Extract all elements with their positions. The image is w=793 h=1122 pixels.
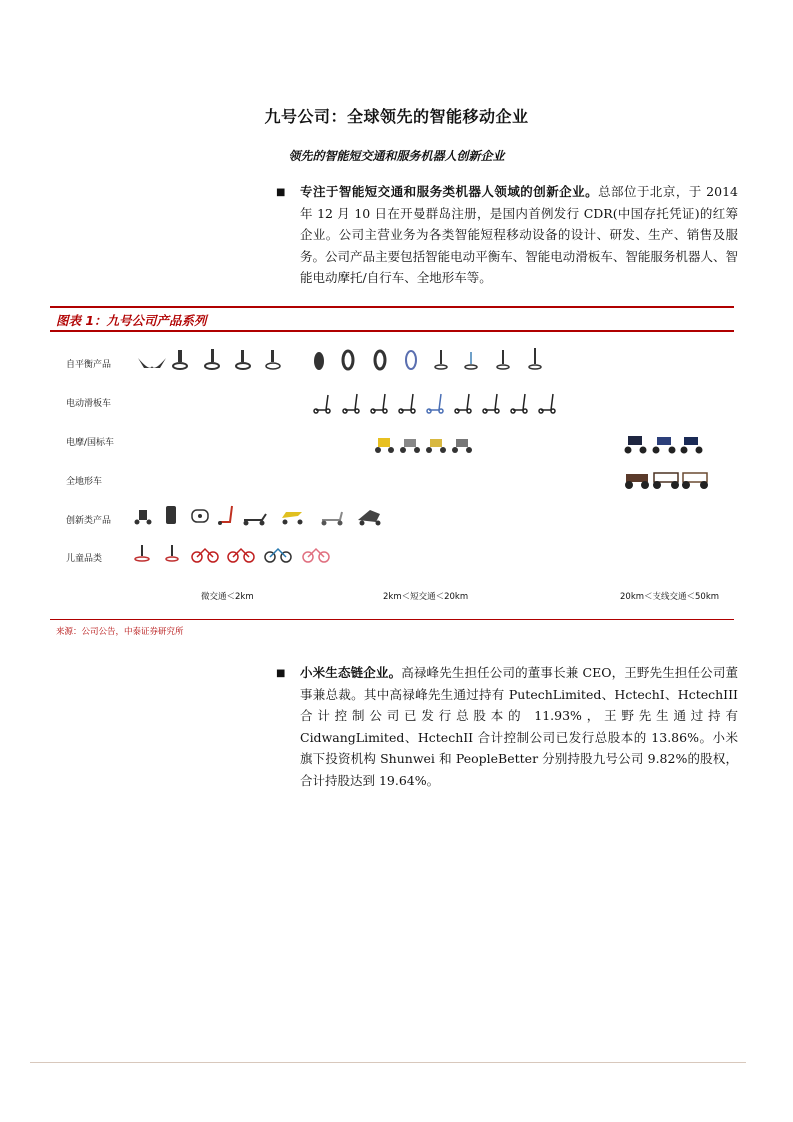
segway-pt xyxy=(529,348,541,369)
row-label-atv: 全地形车 xyxy=(66,477,103,487)
kids-balance-scooter xyxy=(135,545,149,561)
bullet-1: ■ xyxy=(276,187,286,198)
row-label-emoto: 电摩/国标车 xyxy=(66,438,115,448)
balance-products xyxy=(138,348,541,370)
atv-vehicle xyxy=(625,474,649,489)
figure-source: 来源：公司公告，中泰证券研究所 xyxy=(56,627,184,637)
kids-bike xyxy=(303,549,329,562)
service-robot xyxy=(192,510,208,522)
axis-label-micro: 微交通＜2km xyxy=(201,592,254,602)
electric-moped-dark xyxy=(625,436,647,454)
paragraph-ownership-lead: 小米生态链企业。 xyxy=(300,665,402,680)
kick-scooter xyxy=(539,394,555,413)
row-label-kids: 儿童品类 xyxy=(66,554,103,564)
kick-scooter xyxy=(399,394,415,413)
electric-moped-blue xyxy=(653,437,676,454)
mini-balance-scooter xyxy=(205,349,219,369)
electric-moped-navy xyxy=(681,437,703,454)
section-subtitle: 领先的智能短交通和服务机器人创新企业 xyxy=(288,149,505,163)
unicycle xyxy=(343,351,353,369)
kick-scooter xyxy=(511,394,527,413)
utv-vehicle xyxy=(653,473,679,489)
robot xyxy=(135,510,152,525)
paragraph-ownership-body: 高禄峰先生担任公司的董事长兼 CEO，王野先生担任公司董事兼总裁。其中高禄峰先生通过持有 PutechLimited、HctechI、HctechIII 合计控制公司已发行总股本的 11.93%，王野先生通过持有 CidwangLimited、HctechII 合计控制公司已发行总股本的 13.86%。小米旗下投资机构 Shunwei 和 PeopleBetter 分别持股九号公司 9.82%的股权，合计持股达到 19.64%。 xyxy=(300,665,738,788)
unicycle xyxy=(314,352,324,370)
kids-bike xyxy=(192,549,218,562)
kick-scooter xyxy=(427,394,443,413)
axis-label-short: 2km＜短交通＜20km xyxy=(383,592,469,602)
utv-vehicle xyxy=(682,473,708,489)
atv-products xyxy=(625,473,708,489)
paragraph-business-lead: 专注于智能短交通和服务类机器人领域的创新企业。 xyxy=(300,184,599,199)
kids-bike xyxy=(265,549,291,562)
delivery-robot xyxy=(166,506,176,524)
kick-scooter xyxy=(371,394,387,413)
figure-title: 图表 1：九号公司产品系列 xyxy=(56,313,207,328)
row-label-innovation: 创新类产品 xyxy=(66,516,112,526)
paragraph-ownership xyxy=(300,662,738,791)
row-label-scooter: 电动滑板车 xyxy=(66,399,112,409)
unicycle xyxy=(375,351,385,369)
kids-balance-scooter xyxy=(166,545,178,561)
kick-scooter-red xyxy=(218,506,232,525)
kick-scooter xyxy=(343,394,359,413)
electric-bike-yellow xyxy=(375,438,394,453)
kick-scooter xyxy=(455,394,471,413)
gokart-balance xyxy=(435,350,447,369)
gokart-balance xyxy=(465,352,477,369)
footer-rule xyxy=(30,1062,746,1063)
mech-kit xyxy=(358,510,381,526)
scooter-products xyxy=(314,394,555,413)
gokart xyxy=(244,514,267,526)
segway-pt xyxy=(497,350,509,369)
row-label-balance: 自平衡产品 xyxy=(66,360,112,370)
kids-bike xyxy=(228,549,254,562)
kick-scooter xyxy=(314,395,330,413)
electric-bike-yellow xyxy=(426,439,446,453)
mini-balance-scooter xyxy=(266,350,280,369)
gokart-yellow xyxy=(282,512,303,525)
kids-products xyxy=(135,545,329,562)
paragraph-business-body: 总部位于北京，于 2014 年 12 月 10 日在开曼群岛注册，是国内首例发行 CDR(中国存托凭证)的红筹企业。公司主营业务为各类智能短程移动设备的设计、研发、生产、销售及服务。公司产品主要包括智能电动平衡车、智能电动滑板车、智能服务机器人、智能电动摩托/自行车、全地形车等。 xyxy=(300,184,738,285)
mini-balance-scooter xyxy=(236,350,250,369)
innovation-products xyxy=(135,506,381,526)
unicycle xyxy=(406,351,416,369)
electric-scooter-white xyxy=(322,512,343,526)
bullet-2: ■ xyxy=(276,668,286,679)
mini-balance-scooter xyxy=(173,350,187,369)
emoto-products xyxy=(375,436,703,454)
electric-bike-gray xyxy=(400,439,420,453)
kick-scooter xyxy=(483,394,499,413)
axis-label-branch: 20km＜支线交通＜50km xyxy=(620,592,720,602)
figure-bottom-rule xyxy=(50,619,734,620)
page-title: 九号公司：全球领先的智能移动企业 xyxy=(264,107,529,126)
electric-bike-gray xyxy=(452,439,472,453)
